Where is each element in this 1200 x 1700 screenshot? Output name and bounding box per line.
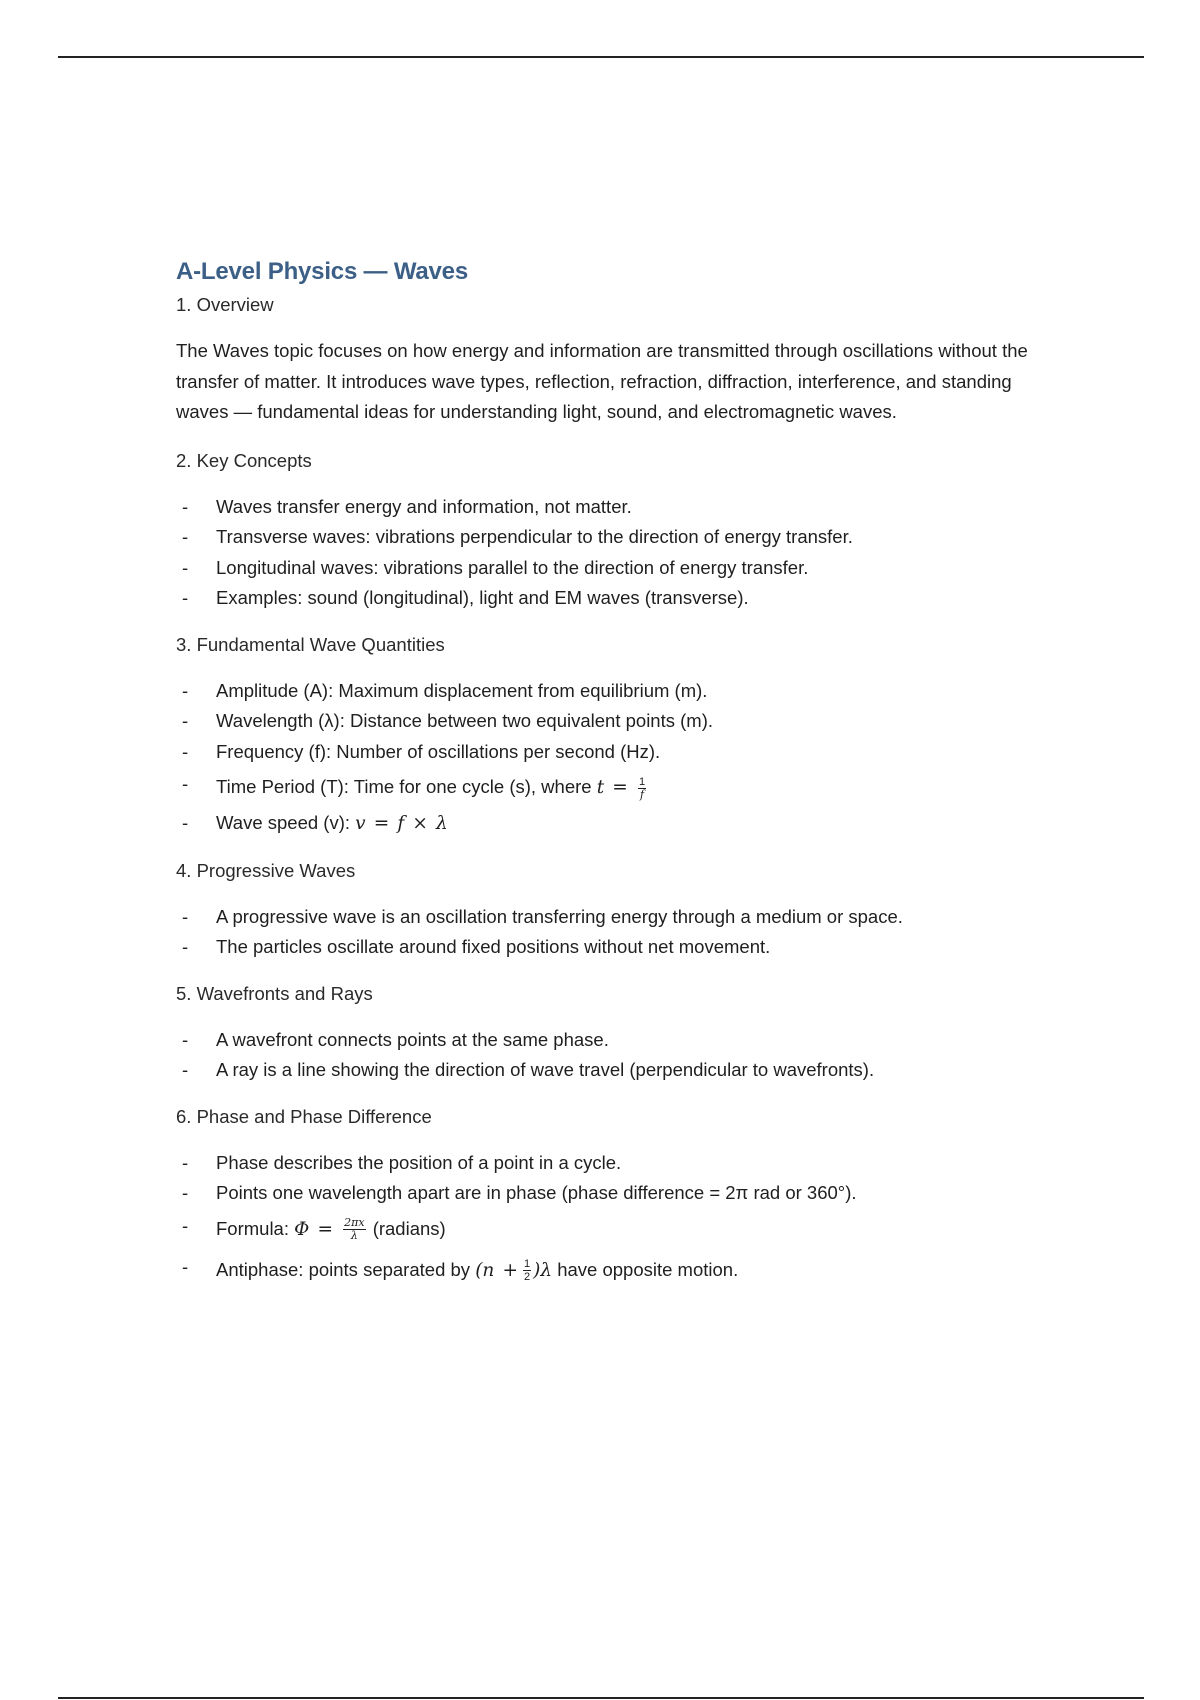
list-item-text: The particles oscillate around fixed positions without net movement. (216, 936, 771, 957)
list-item (176, 737, 1046, 768)
document-body (176, 258, 1046, 1311)
list-item (176, 522, 1046, 553)
bullet-dash: - (182, 1255, 189, 1277)
list-item (176, 1025, 1046, 1056)
fraction-denominator: f (639, 787, 645, 801)
times-sign: × (412, 813, 428, 834)
open-paren: ( (475, 1259, 483, 1281)
bullet-dash: - (182, 495, 189, 517)
list-item (176, 676, 1046, 707)
header-rule (58, 56, 1144, 58)
section-heading-phase: 6. Phase and Phase Difference (176, 1105, 432, 1127)
equals-sign: = (373, 813, 390, 834)
equals-sign: = (612, 777, 628, 798)
list-item (176, 553, 1046, 584)
wavelength-variable: λ (436, 813, 448, 834)
list-item-phase-formula (176, 1209, 1046, 1250)
section-heading-progressive-waves: 4. Progressive Waves (176, 859, 356, 881)
list-item (176, 492, 1046, 523)
section-heading-overview: 1. Overview (176, 294, 274, 315)
bullet-dash: - (182, 1214, 189, 1236)
time-period-text: Time Period (T): Time for one cycle (s), where (216, 776, 592, 797)
bullet-dash: - (182, 936, 189, 957)
wavefronts-list (176, 1025, 1046, 1086)
progressive-waves-list (176, 902, 1046, 963)
list-item-text: Frequency (f): Number of oscillations per second (Hz). (216, 740, 661, 762)
phase-list (176, 1148, 1046, 1291)
formula-units: (radians) (372, 1217, 446, 1239)
bullet-dash: - (182, 905, 189, 927)
overview-paragraph: The Waves topic focuses on how energy and information are transmitted through oscillations without the transfer of matter. It introduces wave types, reflection, refraction, diffraction, interference, and standing waves — fundamental ideas for understanding light, sound, and electromagnetic waves. (176, 340, 1028, 422)
list-item (176, 583, 1046, 614)
fraction-numerator: 2πx (344, 1216, 365, 1230)
list-item-text: Waves transfer energy and information, not matter. (216, 495, 632, 517)
list-item-text: Examples: sound (longitudinal), light and EM waves (transverse). (216, 587, 749, 608)
list-item (176, 706, 1046, 737)
list-item-antiphase (176, 1250, 1046, 1291)
section-heading-key-concepts: 2. Key Concepts (176, 449, 312, 471)
bullet-dash: - (182, 526, 189, 547)
n-variable: n (482, 1259, 495, 1281)
list-item-text: Amplitude (A): Maximum displacement from equilibrium (m). (216, 679, 708, 701)
antiphase-text: Antiphase: points separated by (216, 1258, 471, 1280)
fraction-denominator: 2 (523, 1271, 531, 1284)
list-item-text: Wavelength (λ): Distance between two equivalent points (m). (216, 710, 713, 731)
bullet-dash: - (182, 740, 189, 762)
formula-label: Formula: (216, 1217, 289, 1239)
bullet-dash: - (182, 710, 189, 731)
wavelength-variable: λ (540, 1259, 553, 1281)
bullet-dash: - (182, 1028, 189, 1050)
list-item-text: Longitudinal waves: vibrations parallel to the direction of energy transfer. (216, 556, 809, 578)
wave-quantities-list (176, 676, 1046, 840)
list-item-wave-speed (176, 808, 1046, 840)
list-item-text: A wavefront connects points at the same phase. (216, 1028, 609, 1050)
bullet-dash: - (182, 1182, 189, 1203)
frequency-variable: f (397, 813, 405, 834)
bullet-dash: - (182, 812, 189, 833)
phase-variable: Φ (294, 1218, 310, 1240)
equals-sign: = (317, 1218, 333, 1240)
speed-variable: v (355, 813, 366, 834)
list-item (176, 902, 1046, 933)
close-paren: ) (533, 1259, 541, 1281)
list-item (176, 932, 1046, 963)
fraction-denominator: λ (350, 1229, 358, 1243)
wave-speed-text: Wave speed (v): (216, 812, 350, 833)
list-item (176, 1178, 1046, 1209)
plus-sign: + (502, 1259, 518, 1281)
half-fraction (523, 1258, 531, 1283)
bullet-dash: - (182, 1151, 189, 1173)
phase-fraction (343, 1217, 365, 1242)
bullet-dash: - (182, 773, 189, 794)
list-item-text: Transverse waves: vibrations perpendicular to the direction of energy transfer. (216, 526, 853, 547)
bullet-dash: - (182, 679, 189, 701)
section-heading-wavefronts: 5. Wavefronts and Rays (176, 982, 373, 1004)
bullet-dash: - (182, 587, 189, 608)
period-fraction (638, 776, 646, 801)
list-item-text: A ray is a line showing the direction of wave travel (perpendicular to wavefronts). (216, 1059, 875, 1080)
list-item-text: Phase describes the position of a point in a cycle. (216, 1151, 622, 1173)
bullet-dash: - (182, 556, 189, 578)
key-concepts-list (176, 492, 1046, 614)
section-heading-wave-quantities: 3. Fundamental Wave Quantities (176, 633, 445, 655)
footer-rule (58, 1697, 1144, 1699)
bullet-dash: - (182, 1059, 189, 1080)
list-item-text: A progressive wave is an oscillation transferring energy through a medium or space. (216, 905, 903, 927)
list-item (176, 1148, 1046, 1179)
period-variable: t (596, 777, 605, 798)
list-item-time-period (176, 767, 1046, 808)
fraction-numerator: 1 (638, 775, 646, 788)
list-item (176, 1055, 1046, 1086)
list-item-text: Points one wavelength apart are in phase (phase difference = 2π rad or 360°). (216, 1182, 857, 1203)
fraction-numerator: 1 (523, 1258, 531, 1271)
document-title: A-Level Physics — Waves (176, 258, 468, 285)
antiphase-suffix: have opposite motion. (557, 1258, 739, 1280)
